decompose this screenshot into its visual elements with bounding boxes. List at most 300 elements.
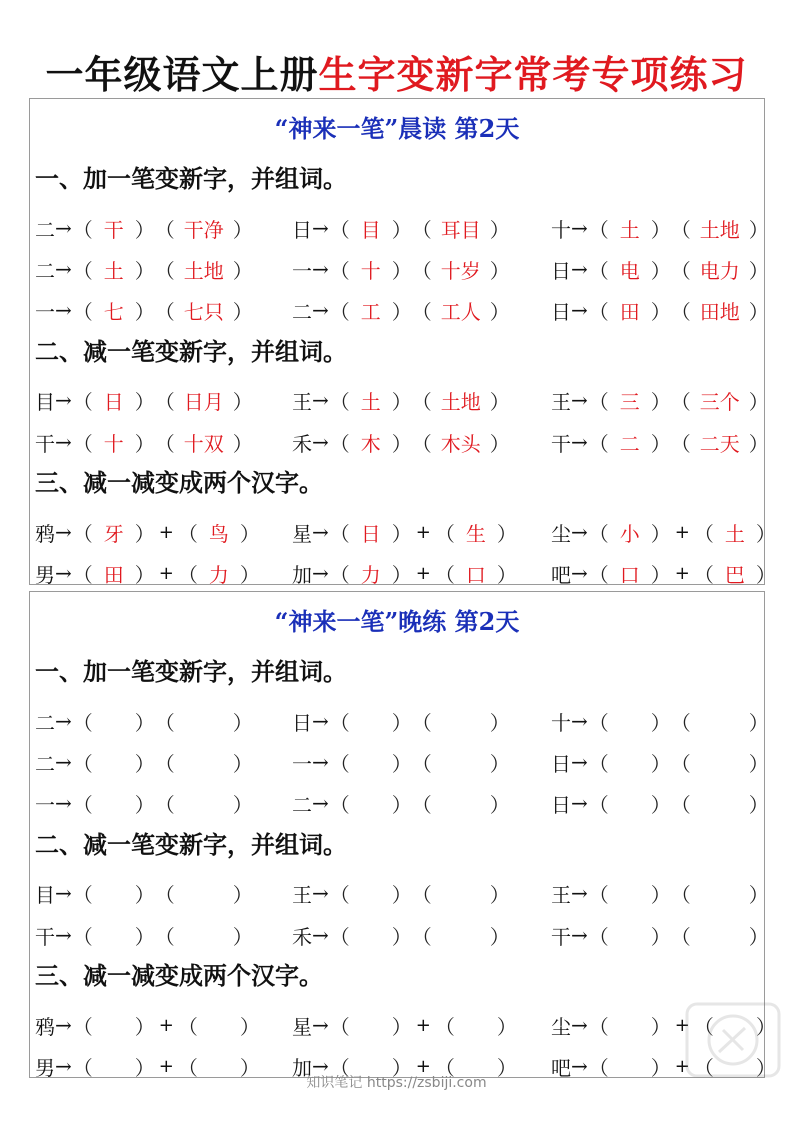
source-char: 王 (292, 389, 312, 414)
add-stroke-item (35, 215, 253, 241)
source-char: 鸦 (35, 1014, 55, 1039)
arrow-icon: → (55, 881, 72, 905)
source-char: 一 (292, 258, 312, 283)
word-blank: 木头 (440, 431, 481, 456)
arrow-icon: → (312, 216, 329, 240)
close-paren: ） (496, 1014, 517, 1039)
word-blank: 七只 (183, 299, 224, 324)
open-paren: （ (329, 299, 350, 324)
source-char: 吧 (551, 562, 571, 587)
close-paren: ） (489, 431, 510, 456)
plus-sign: + (674, 562, 690, 584)
source-char: 日 (551, 299, 571, 324)
close-paren: ） (489, 710, 510, 735)
source-char: 吧 (551, 1055, 571, 1080)
word-blank: 十双 (183, 431, 224, 456)
open-paren: （ (588, 924, 609, 949)
open-paren: （ (588, 1055, 609, 1080)
arrow-icon: → (55, 257, 72, 281)
arrow-icon: → (312, 520, 329, 544)
part-b-blank: 鸟 (208, 521, 229, 546)
source-char: 男 (35, 1055, 55, 1080)
close-paren: ） (239, 1055, 260, 1080)
open-paren: （ (72, 217, 93, 242)
open-paren: （ (72, 792, 93, 817)
close-paren: ） (134, 882, 155, 907)
arrow-icon: → (312, 709, 329, 733)
open-paren: （ (411, 217, 432, 242)
add-stroke-item (551, 708, 769, 734)
close-paren: ） (748, 431, 769, 456)
close-paren: ） (489, 217, 510, 242)
remove-stroke-item (551, 429, 769, 455)
close-paren: ） (748, 389, 769, 414)
arrow-icon: → (312, 388, 329, 412)
open-paren: （ (154, 792, 175, 817)
open-paren: （ (329, 431, 350, 456)
remove-stroke-item (551, 387, 769, 413)
close-paren: ） (489, 389, 510, 414)
arrow-icon: → (55, 298, 72, 322)
plus-sign: + (674, 1055, 690, 1077)
close-paren: ） (232, 792, 253, 817)
close-paren: ） (650, 792, 671, 817)
close-paren: ） (489, 924, 510, 949)
watermark-logo-icon (679, 1000, 783, 1080)
close-paren: ） (232, 751, 253, 776)
add-stroke-item (35, 790, 253, 816)
add-stroke-item (292, 749, 510, 775)
remove-stroke-item (551, 922, 769, 948)
open-paren: （ (329, 562, 350, 587)
panel-subtitle: “神来一笔”晨读 第2天 (274, 114, 520, 143)
close-paren: ） (496, 562, 517, 587)
arrow-icon: → (312, 923, 329, 947)
arrow-icon: → (571, 709, 588, 733)
open-paren: （ (72, 562, 93, 587)
close-paren: ） (748, 924, 769, 949)
open-paren: （ (434, 1055, 455, 1080)
open-paren: （ (72, 299, 93, 324)
close-paren: ） (134, 299, 155, 324)
new-char-blank: 三 (619, 389, 640, 414)
close-paren: ） (489, 751, 510, 776)
close-paren: ） (391, 1055, 412, 1080)
close-paren: ） (755, 562, 776, 587)
arrow-icon: → (312, 1054, 329, 1078)
close-paren: ） (650, 924, 671, 949)
open-paren: （ (72, 389, 93, 414)
open-paren: （ (177, 1014, 198, 1039)
new-char-blank: 田 (619, 299, 640, 324)
open-paren: （ (154, 258, 175, 283)
open-paren: （ (588, 389, 609, 414)
split-item (292, 519, 517, 545)
split-item (35, 560, 260, 586)
close-paren: ） (650, 882, 671, 907)
add-stroke-item (551, 256, 769, 282)
source-char: 二 (35, 710, 55, 735)
close-paren: ） (232, 710, 253, 735)
close-paren: ） (134, 1014, 155, 1039)
arrow-icon: → (571, 1013, 588, 1037)
close-paren: ） (391, 521, 412, 546)
close-paren: ） (755, 521, 776, 546)
add-stroke-item (292, 256, 510, 282)
split-item (551, 560, 776, 586)
open-paren: （ (693, 521, 714, 546)
new-char-blank: 木 (360, 431, 381, 456)
part-b-blank: 巴 (724, 562, 745, 587)
add-stroke-item (551, 790, 769, 816)
source-char: 王 (551, 882, 571, 907)
arrow-icon: → (571, 430, 588, 454)
part-a-blank: 口 (619, 562, 640, 587)
open-paren: （ (588, 710, 609, 735)
new-char-blank: 土 (103, 258, 124, 283)
open-paren: （ (177, 562, 198, 587)
close-paren: ） (650, 299, 671, 324)
source-char: 一 (35, 792, 55, 817)
part-a-blank: 田 (103, 562, 124, 587)
close-paren: ） (391, 299, 412, 324)
open-paren: （ (154, 389, 175, 414)
open-paren: （ (329, 521, 350, 546)
section-heading: 一、加一笔变新字，并组词。 (35, 658, 347, 686)
word-blank: 土地 (699, 217, 740, 242)
part-b-blank: 力 (208, 562, 229, 587)
open-paren: （ (72, 521, 93, 546)
arrow-icon: → (55, 520, 72, 544)
add-stroke-item (292, 708, 510, 734)
close-paren: ） (134, 751, 155, 776)
open-paren: （ (588, 217, 609, 242)
open-paren: （ (670, 299, 691, 324)
close-paren: ） (391, 1014, 412, 1039)
open-paren: （ (670, 710, 691, 735)
source-char: 二 (35, 258, 55, 283)
close-paren: ） (391, 792, 412, 817)
arrow-icon: → (571, 216, 588, 240)
close-paren: ） (134, 431, 155, 456)
close-paren: ） (391, 562, 412, 587)
close-paren: ） (650, 217, 671, 242)
title-red: 生字变新字常考专项练习 (318, 53, 748, 97)
source-char: 干 (551, 924, 571, 949)
source-char: 日 (551, 792, 571, 817)
new-char-blank: 工 (360, 299, 381, 324)
arrow-icon: → (55, 388, 72, 412)
open-paren: （ (411, 751, 432, 776)
remove-stroke-item (551, 880, 769, 906)
word-blank: 电力 (699, 258, 740, 283)
open-paren: （ (154, 710, 175, 735)
open-paren: （ (670, 924, 691, 949)
remove-stroke-item (35, 429, 253, 455)
plus-sign: + (674, 1014, 690, 1036)
split-item (35, 519, 260, 545)
open-paren: （ (154, 299, 175, 324)
open-paren: （ (329, 792, 350, 817)
open-paren: （ (329, 882, 350, 907)
new-char-blank: 干 (103, 217, 124, 242)
open-paren: （ (693, 562, 714, 587)
arrow-icon: → (312, 257, 329, 281)
add-stroke-item (35, 749, 253, 775)
close-paren: ） (391, 924, 412, 949)
footer-text: 知识笔记 https://zsbiji.com (306, 1075, 487, 1091)
open-paren: （ (693, 1055, 714, 1080)
arrow-icon: → (571, 257, 588, 281)
add-stroke-item (292, 790, 510, 816)
close-paren: ） (391, 389, 412, 414)
close-paren: ） (391, 217, 412, 242)
arrow-icon: → (55, 1054, 72, 1078)
word-blank: 土地 (440, 389, 481, 414)
open-paren: （ (72, 1014, 93, 1039)
source-char: 加 (292, 562, 312, 587)
new-char-blank: 十 (360, 258, 381, 283)
open-paren: （ (154, 431, 175, 456)
split-item (35, 1012, 260, 1038)
source-char: 星 (292, 521, 312, 546)
close-paren: ） (755, 1014, 776, 1039)
open-paren: （ (154, 751, 175, 776)
close-paren: ） (232, 299, 253, 324)
part-a-blank: 日 (360, 521, 381, 546)
new-char-blank: 土 (619, 217, 640, 242)
open-paren: （ (329, 258, 350, 283)
word-blank: 二天 (699, 431, 740, 456)
open-paren: （ (670, 431, 691, 456)
split-item (292, 560, 517, 586)
close-paren: ） (232, 217, 253, 242)
source-char: 一 (292, 751, 312, 776)
arrow-icon: → (55, 791, 72, 815)
close-paren: ） (391, 431, 412, 456)
close-paren: ） (650, 521, 671, 546)
arrow-icon: → (55, 709, 72, 733)
close-paren: ） (650, 389, 671, 414)
open-paren: （ (434, 521, 455, 546)
source-char: 日 (292, 217, 312, 242)
close-paren: ） (748, 299, 769, 324)
open-paren: （ (72, 924, 93, 949)
close-paren: ） (748, 710, 769, 735)
page-title (0, 44, 793, 99)
source-char: 干 (35, 431, 55, 456)
open-paren: （ (434, 562, 455, 587)
arrow-icon: → (55, 923, 72, 947)
remove-stroke-item (292, 922, 510, 948)
close-paren: ） (496, 521, 517, 546)
plus-sign: + (158, 1014, 174, 1036)
open-paren: （ (72, 710, 93, 735)
open-paren: （ (329, 1014, 350, 1039)
part-b-blank: 口 (465, 562, 486, 587)
source-char: 干 (35, 924, 55, 949)
close-paren: ） (489, 792, 510, 817)
add-stroke-item (35, 256, 253, 282)
new-char-blank: 日 (103, 389, 124, 414)
new-char-blank: 七 (103, 299, 124, 324)
source-char: 二 (292, 792, 312, 817)
open-paren: （ (329, 751, 350, 776)
open-paren: （ (411, 258, 432, 283)
arrow-icon: → (312, 430, 329, 454)
open-paren: （ (588, 521, 609, 546)
source-char: 王 (551, 389, 571, 414)
word-blank: 三个 (699, 389, 740, 414)
close-paren: ） (391, 710, 412, 735)
arrow-icon: → (312, 881, 329, 905)
add-stroke-item (551, 297, 769, 323)
part-b-blank: 土 (724, 521, 745, 546)
open-paren: （ (670, 217, 691, 242)
close-paren: ） (239, 521, 260, 546)
close-paren: ） (134, 792, 155, 817)
close-paren: ） (134, 521, 155, 546)
add-stroke-item (35, 708, 253, 734)
source-char: 目 (35, 882, 55, 907)
source-char: 王 (292, 882, 312, 907)
open-paren: （ (588, 1014, 609, 1039)
remove-stroke-item (292, 880, 510, 906)
source-char: 一 (35, 299, 55, 324)
open-paren: （ (411, 389, 432, 414)
word-blank: 十岁 (440, 258, 481, 283)
part-b-blank: 生 (465, 521, 486, 546)
open-paren: （ (670, 258, 691, 283)
source-char: 目 (35, 389, 55, 414)
title-black: 一年级语文上册 (45, 53, 319, 97)
close-paren: ） (134, 1055, 155, 1080)
arrow-icon: → (312, 750, 329, 774)
arrow-icon: → (571, 561, 588, 585)
add-stroke-item (551, 749, 769, 775)
close-paren: ） (134, 710, 155, 735)
open-paren: （ (670, 882, 691, 907)
close-paren: ） (391, 258, 412, 283)
evening-panel (29, 591, 776, 1080)
close-paren: ） (650, 258, 671, 283)
open-paren: （ (329, 389, 350, 414)
close-paren: ） (748, 217, 769, 242)
source-char: 干 (551, 431, 571, 456)
open-paren: （ (411, 792, 432, 817)
source-char: 尘 (551, 1014, 571, 1039)
open-paren: （ (693, 1014, 714, 1039)
source-char: 禾 (292, 924, 312, 949)
open-paren: （ (177, 521, 198, 546)
section-heading: 三、减一减变成两个汉字。 (35, 962, 323, 990)
close-paren: ） (496, 1055, 517, 1080)
source-char: 十 (551, 710, 571, 735)
plus-sign: + (158, 562, 174, 584)
remove-stroke-item (35, 387, 253, 413)
arrow-icon: → (312, 561, 329, 585)
open-paren: （ (177, 1055, 198, 1080)
open-paren: （ (411, 299, 432, 324)
new-char-blank: 十 (103, 431, 124, 456)
section-heading: 二、减一笔变新字，并组词。 (35, 831, 347, 859)
open-paren: （ (411, 882, 432, 907)
section-heading: 三、减一减变成两个汉字。 (35, 469, 323, 497)
close-paren: ） (755, 1055, 776, 1080)
plus-sign: + (415, 1014, 431, 1036)
close-paren: ） (650, 1014, 671, 1039)
morning-panel (29, 98, 776, 587)
close-paren: ） (232, 882, 253, 907)
word-blank: 耳目 (440, 217, 481, 242)
add-stroke-item (35, 297, 253, 323)
arrow-icon: → (571, 923, 588, 947)
source-char: 日 (551, 751, 571, 776)
open-paren: （ (329, 1055, 350, 1080)
plus-sign: + (158, 1055, 174, 1077)
open-paren: （ (588, 258, 609, 283)
close-paren: ） (232, 389, 253, 414)
open-paren: （ (588, 751, 609, 776)
source-char: 二 (35, 751, 55, 776)
open-paren: （ (588, 792, 609, 817)
plus-sign: + (158, 521, 174, 543)
source-char: 鸦 (35, 521, 55, 546)
source-char: 日 (551, 258, 571, 283)
open-paren: （ (434, 1014, 455, 1039)
open-paren: （ (411, 431, 432, 456)
close-paren: ） (650, 1055, 671, 1080)
close-paren: ） (239, 1014, 260, 1039)
close-paren: ） (134, 217, 155, 242)
part-a-blank: 牙 (103, 521, 124, 546)
arrow-icon: → (312, 298, 329, 322)
new-char-blank: 目 (360, 217, 381, 242)
close-paren: ） (489, 258, 510, 283)
close-paren: ） (748, 882, 769, 907)
panel-subtitle: “神来一笔”晚练 第2天 (274, 607, 520, 636)
arrow-icon: → (312, 1013, 329, 1037)
close-paren: ） (489, 882, 510, 907)
add-stroke-item (551, 215, 769, 241)
remove-stroke-item (35, 922, 253, 948)
new-char-blank: 土 (360, 389, 381, 414)
open-paren: （ (588, 562, 609, 587)
new-char-blank: 电 (619, 258, 640, 283)
open-paren: （ (588, 882, 609, 907)
split-item (292, 1012, 517, 1038)
open-paren: （ (72, 431, 93, 456)
add-stroke-item (292, 297, 510, 323)
close-paren: ） (748, 258, 769, 283)
word-blank: 日月 (183, 389, 224, 414)
close-paren: ） (239, 562, 260, 587)
close-paren: ） (489, 299, 510, 324)
close-paren: ） (232, 924, 253, 949)
arrow-icon: → (55, 216, 72, 240)
source-char: 尘 (551, 521, 571, 546)
arrow-icon: → (55, 430, 72, 454)
arrow-icon: → (312, 791, 329, 815)
open-paren: （ (329, 710, 350, 735)
source-char: 禾 (292, 431, 312, 456)
new-char-blank: 二 (619, 431, 640, 456)
open-paren: （ (411, 924, 432, 949)
split-item (551, 519, 776, 545)
arrow-icon: → (55, 750, 72, 774)
open-paren: （ (72, 882, 93, 907)
section-heading: 一、加一笔变新字，并组词。 (35, 165, 347, 193)
